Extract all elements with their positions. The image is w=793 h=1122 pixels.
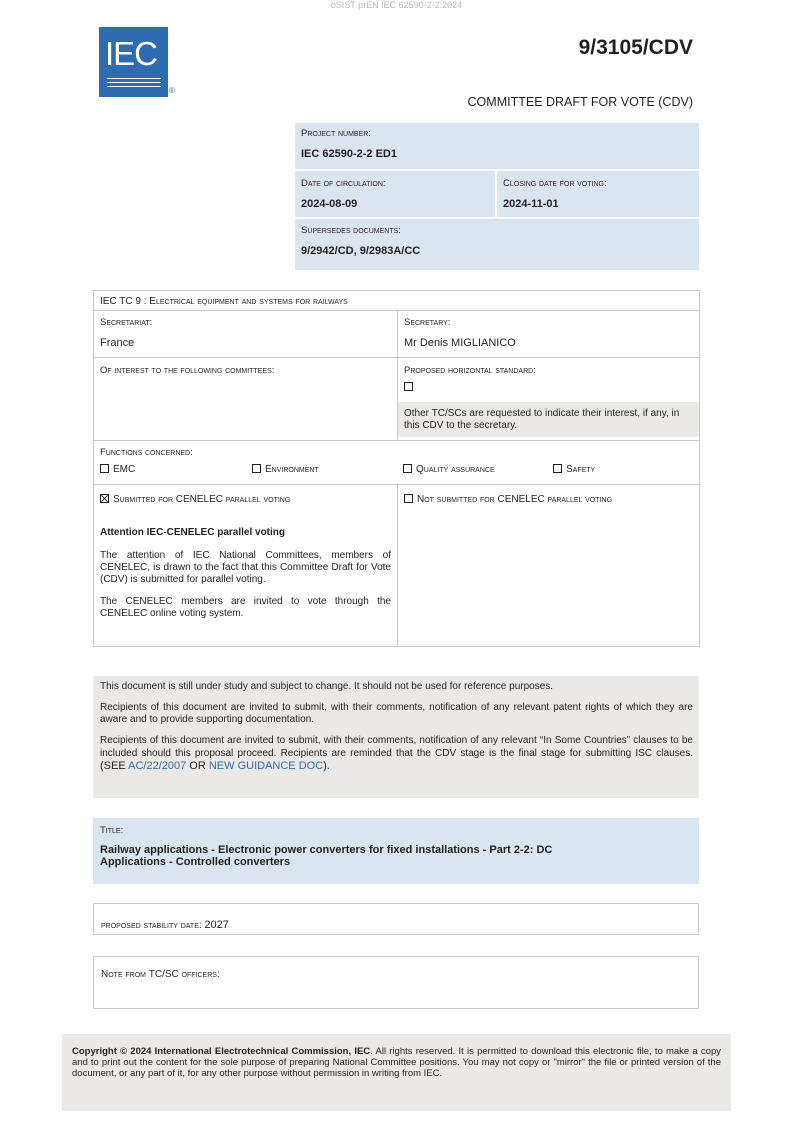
not-submitted-option[interactable] — [404, 494, 693, 505]
horizontal-checkbox[interactable] — [404, 382, 413, 391]
not-submitted-cell — [398, 485, 700, 647]
quality-checkbox[interactable] — [403, 464, 412, 473]
interest-cell — [94, 358, 398, 441]
circulation-date-box — [295, 171, 495, 217]
circulation-date: 2024-08-09 — [301, 198, 358, 210]
committee-table — [93, 290, 700, 647]
officers-note-prefix: Note from — [101, 969, 149, 980]
secretariat-cell — [94, 311, 398, 358]
function-safety-label: Safety — [566, 464, 596, 475]
function-safety[interactable] — [553, 464, 595, 475]
stability-date-value: 2027 — [204, 919, 229, 931]
title-label: Title: — [100, 825, 124, 836]
closing-date-label: Closing date for voting: — [503, 178, 607, 189]
project-number-label: Project number: — [301, 128, 371, 139]
attention-paragraph-1: The attention of IEC National Committees, members of CENELEC, is drawn to the fact that this Committee Draft for Vote (CDV) is submitted for parallel voting. — [100, 550, 391, 585]
interest-label: Of interest to the following committees: — [100, 365, 275, 376]
see-prefix: (SEE — [100, 760, 129, 772]
circulation-date-label: Date of circulation: — [301, 178, 386, 189]
function-environment-label: Environment — [265, 464, 319, 475]
horizontal-cell — [398, 358, 700, 441]
attention-paragraph-2: The CENELEC members are invited to vote through the CENELEC online voting system. — [100, 596, 391, 619]
function-environment[interactable] — [252, 464, 319, 475]
functions-label: Functions concerned: — [100, 447, 193, 458]
stability-date-label: proposed stability date: — [101, 920, 205, 931]
not-submitted-label: Not submitted for CENELEC parallel voting — [417, 494, 613, 505]
supersedes-documents: 9/2942/CD, 9/2983A/CC — [301, 245, 421, 257]
secretariat-label: Secretariat: — [100, 317, 153, 328]
horizontal-label: Proposed horizontal standard: — [404, 365, 536, 376]
copyright-text: . All rights reserved. It is permitted to download this electronic file, to make a copy and to print out the content for the sole purpose of preparing National Committee positions. You may not copy or "mirror" the file or printed version of the document, or any part of it, for any other purpose without permission in writing from IEC. — [72, 1046, 721, 1079]
secretary-value: Mr Denis MIGLIANICO — [404, 337, 516, 349]
function-emc[interactable] — [100, 464, 135, 475]
closing-date-box — [497, 171, 699, 217]
document-type: COMMITTEE DRAFT FOR VOTE (CDV) — [467, 95, 693, 109]
other-tc-note: Other TC/SCs are requested to indicate their interest, if any, in this CDV to the secretary. — [398, 402, 699, 437]
notice-box — [93, 676, 699, 798]
secretary-label: Secretary: — [404, 317, 451, 328]
copyright-box — [62, 1034, 731, 1111]
attention-title: Attention IEC-CENELEC parallel voting — [100, 527, 286, 538]
submitted-label: Submitted for CENELEC parallel voting — [113, 494, 291, 505]
or-text: OR — [186, 760, 209, 772]
function-quality-label: Quality assurance — [416, 464, 495, 475]
environment-checkbox[interactable] — [252, 464, 261, 473]
copyright-bold: Copyright © 2024 International Electrotechnical Commission, IEC — [72, 1046, 371, 1057]
notice-paragraph-1: This document is still under study and subject to change. It should not be used for reference purposes. — [100, 681, 554, 692]
supersedes-label: Supersedes documents: — [301, 225, 401, 236]
function-quality[interactable] — [403, 464, 495, 475]
secretary-cell — [398, 311, 700, 358]
tc-cell — [94, 291, 700, 311]
notice-paragraph-3-text: Recipients of this document are invited to submit, with their comments, notification of any relevant “In Some Countries” clauses to be included should this proposal proceed. Recipients are reminded that the CDV stage is the final stage for submitting ISC clauses. — [100, 735, 693, 759]
emc-checkbox[interactable] — [100, 464, 109, 473]
registered-mark: ® — [169, 86, 175, 95]
notice-paragraph-2: Recipients of this document are invited to submit, with their comments, notification of any relevant patent rights of which they are aware and to provide supporting documentation. — [100, 702, 693, 725]
safety-checkbox[interactable] — [553, 464, 562, 473]
submitted-option[interactable] — [100, 494, 391, 505]
logo-text: IEC — [105, 35, 158, 72]
supersedes-box — [295, 219, 699, 270]
title-box — [93, 818, 699, 884]
iec-logo — [99, 27, 168, 97]
secretariat-value: France — [100, 337, 135, 349]
see-suffix: ). — [323, 760, 330, 772]
function-emc-label: EMC — [113, 464, 136, 475]
functions-cell — [94, 441, 700, 485]
guidance-link[interactable]: NEW GUIDANCE DOC — [208, 760, 324, 772]
officers-note-box — [93, 956, 699, 1009]
stability-date-box — [93, 903, 699, 935]
document-number: 9/3105/CDV — [578, 36, 693, 59]
tc-name: Electrical equipment and systems for railways — [149, 296, 348, 307]
submitted-cell — [94, 485, 398, 647]
closing-date: 2024-11-01 — [503, 198, 559, 210]
project-number: IEC 62590-2-2 ED1 — [301, 148, 397, 160]
ac-link[interactable]: AC/22/2007 — [128, 760, 187, 772]
not-submitted-checkbox[interactable] — [404, 494, 413, 503]
project-number-box — [295, 123, 699, 169]
watermark: oSIST prEN IEC 62590-2-2:2024 — [330, 0, 463, 10]
submitted-checkbox[interactable] — [100, 494, 109, 503]
officers-note-tc: TC/SC — [148, 969, 179, 980]
notice-paragraph-3 — [100, 735, 693, 773]
document-title: Railway applications - Electronic power converters for fixed installations - Part 2-2: DC Applications - Controlled converters — [100, 844, 553, 868]
tc-label: IEC TC 9 : — [100, 296, 150, 307]
officers-note-suffix: officers: — [178, 969, 220, 980]
